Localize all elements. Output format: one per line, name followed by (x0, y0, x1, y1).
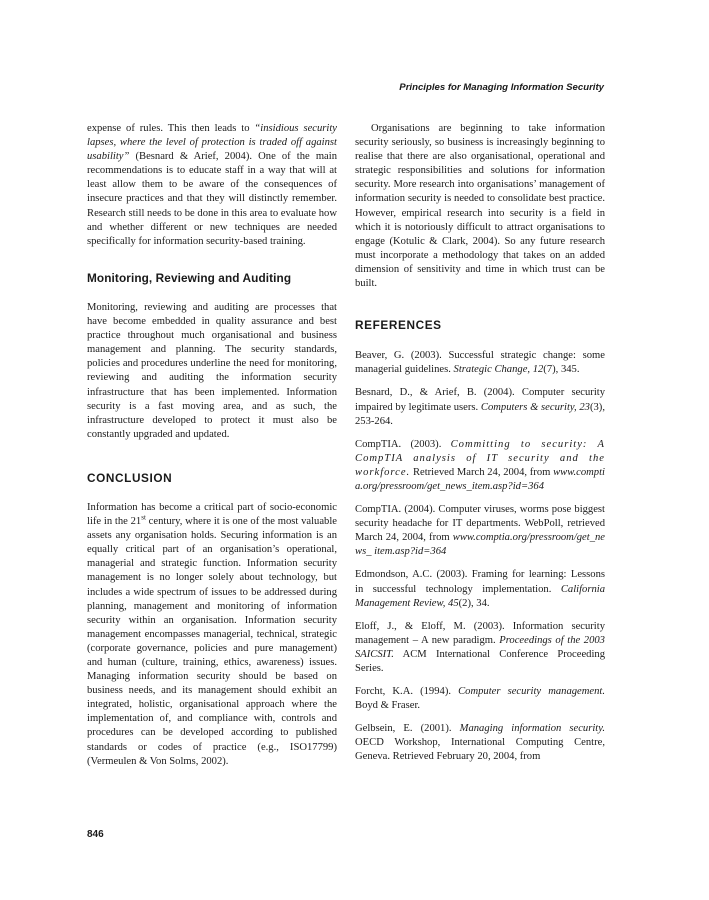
ref-italic: Computers & security, 23 (480, 401, 590, 413)
ref-italic: Computer security management. (458, 686, 605, 698)
monitoring-paragraph: Monitoring, reviewing and auditing are processes that have become embedded in quality assurance and best practice throughout much organisational and business management and planning. The security standards, policies and procedures underline the need for monitoring, reviewing and auditing the information security infrastructure that has been implemented. Information security is a fast moving area, and as such, the infrastructure developed to protect it must also be constantly upgraded and updated. (87, 301, 337, 440)
ref-text: Forcht, K.A. (1994). (355, 686, 459, 698)
ref-text: Besnard, D., & Arief, B. (2004). Computer security impaired by legitimate users. (355, 387, 605, 413)
ref-text: Gelbsein, E. (2001). (355, 723, 460, 735)
ref-url: www.comptia.org/pressroom/get_news_item.asp?id=364 (355, 466, 605, 492)
ref-text: (7), 345. (543, 364, 580, 376)
conclusion-text: Information has become a critical part of socio-economic life in the 21 (87, 501, 337, 528)
conclusion-paragraph (87, 501, 337, 769)
left-column (87, 122, 337, 769)
ref-text: CompTIA. (2003). (355, 438, 451, 450)
ref-italic: California Management Review, 45 (355, 583, 605, 609)
monitoring-heading: Monitoring, Reviewing and Auditing (87, 270, 292, 285)
ref-text: Retrieved March 24, 2004, from (410, 466, 554, 478)
ref-italic: Proceedings of the 2003 SAICSIT. (355, 634, 605, 660)
page-number: 846 (87, 829, 104, 840)
intro-paragraph (87, 122, 337, 249)
references-heading: REFERENCES (355, 318, 442, 333)
intro-text: expense of rules. This then leads to (87, 123, 255, 134)
reference-item (355, 620, 605, 676)
reference-item (355, 349, 605, 377)
running-header: Principles for Managing Information Security (399, 82, 604, 93)
superscript-st: st (141, 513, 146, 522)
reference-item (355, 685, 605, 713)
reference-item (355, 438, 605, 494)
ref-text: Beaver, G. (2003). Successful strategic change: some managerial guidelines. (355, 350, 605, 376)
conclusion-text-cont: century, where it is one of the most valuable assets any organisation holds. Securing information is an equally critical part of an organisation’s operational, managerial and strategic function. Information security management is no longer solely about technology, but includes a wide spectrum of issues to be addressed during planning, management and monitoring of information security within an organisation. Information security management encompasses managerial, technical, strategic (corporate governance, policies and pure management) and human (culture, training, ethics, awareness) issues. Managing information security should be based on business needs, and its management should exhibit an integrated, holistic, organisational approach where the implementation of, and compliance with, controls and procedures can be developed according to published standards or codes of practice (e.g., ISO17799) (Vermeulen & Von Solms, 2002). (87, 516, 337, 767)
ref-text: ACM International Conference Proceeding Series. (355, 648, 605, 674)
conclusion-heading: CONCLUSION (87, 470, 173, 485)
ref-text: Eloff, J., & Eloff, M. (2003). Information security management – A new paradigm. (355, 620, 605, 646)
intro-text-cont: (Besnard & Arief, 2004). One of the main recommendations is to educate staff in a way that will at least allow them to be aware of the consequences of insecure practices and that they will distinctly remember. Research still needs to be done in this area to evaluate how and whether different or new techniques are needed specifically for information security-based training. (87, 151, 337, 247)
ref-italic: Managing information security. (459, 723, 606, 735)
right-paragraph: Organisations are beginning to take information security seriously, so business is increasingly beginning to realise that there are also organisational, operational and strategic responsibilities and solutions for information security. More research into organisations’ management of information security is needed to consolidate best practice. However, empirical research into security is a field in which it is notoriously difficult to attract organisations to engage (Kotulic & Clark, 2004). So any future research must incorporate a methodology that takes on an added dimension of sensitivity and time in which trust can be built. (355, 123, 605, 290)
ref-italic: Committing to security: A CompTIA analysis of IT security and the workforce. (355, 438, 605, 478)
reference-item (355, 722, 605, 764)
ref-text: CompTIA. (2004). Computer viruses, worms pose biggest security headache for IT departments. WebPoll, retrieved March 24, 2004, from (355, 504, 605, 544)
ref-text: (3), 253-264. (355, 401, 605, 427)
reference-item (355, 386, 605, 428)
right-column (355, 122, 605, 774)
ref-text: OECD Workshop, International Computing Centre, Geneva. Retrieved February 20, 2004, from (355, 737, 605, 763)
ref-italic: Strategic Change, 12 (453, 364, 544, 376)
intro-quote: “insidious security lapses, where the level of protection is traded off against usability” (87, 123, 337, 163)
ref-url: www.comptia.org/pressroom/get_news_ item.asp?id=364 (355, 532, 605, 558)
ref-text: (2), 34. (458, 597, 490, 609)
ref-text: Edmondson, A.C. (2003). Framing for learning: Lessons in successful technology implementation. (355, 569, 605, 595)
reference-item (355, 503, 605, 559)
reference-item (355, 568, 605, 610)
ref-text: Boyd & Fraser. (355, 700, 421, 712)
